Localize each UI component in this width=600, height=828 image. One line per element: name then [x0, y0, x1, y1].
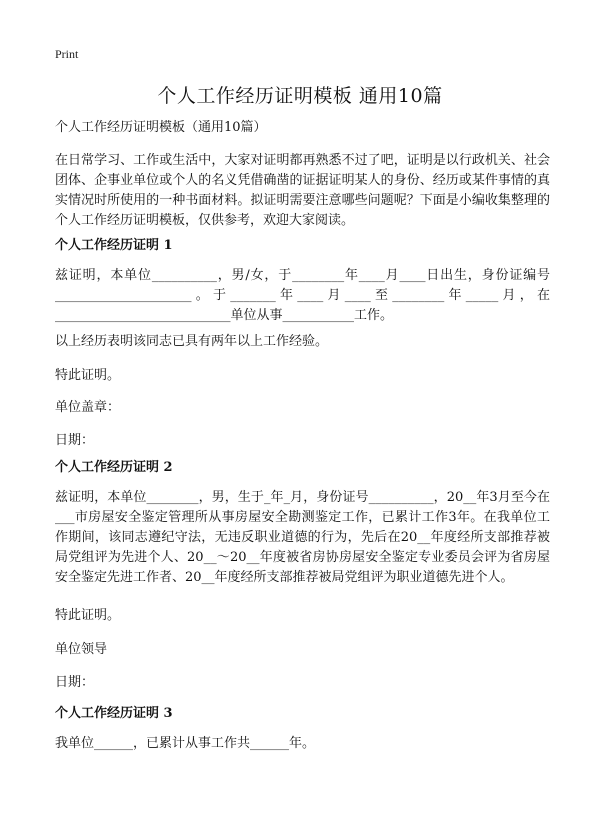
section-3-body: 我单位______，已累计从事工作共______年。 [55, 736, 316, 751]
document-title: 个人工作经历证明模板 通用10篇 [157, 85, 443, 107]
section-3-heading: 个人工作经历证明 3 [55, 706, 173, 721]
section-2-closing: 特此证明。 [55, 608, 121, 623]
section-1-body: 兹证明，本单位__________，男/女，于________年____月____日出生，身份证编号_____________________。于_______年____月____至________年_____月，在___________________________单位从事___________工作。 [55, 268, 550, 323]
section-2-leader-line: 单位领导 [55, 642, 108, 657]
section-1-experience-note: 以上经历表明该同志已具有两年以上工作经验。 [55, 334, 329, 349]
section-1-seal-line: 单位盖章： [55, 400, 121, 415]
section-2-date-line: 日期： [55, 675, 95, 690]
section-1-closing: 特此证明。 [55, 368, 121, 383]
intro-paragraph: 在日常学习、工作或生活中，大家对证明都再熟悉不过了吧，证明是以行政机关、社会团体、企事业单位或个人的名义凭借确凿的证据证明某人的身份、经历或某件事情的真实情况时所使用的一种书面材料。拟证明需要注意哪些问题呢？下面是小编收集整理的个人工作经历证明模板，仅供参考，欢迎大家阅读。 [55, 153, 550, 228]
section-1-date-line: 日期： [55, 433, 95, 448]
document-subtitle: 个人工作经历证明模板（通用10篇） [55, 120, 267, 135]
print-label: Print [55, 47, 79, 61]
section-1-heading: 个人工作经历证明 1 [55, 238, 173, 253]
section-2-body: 兹证明，本单位________，男，生于_年_月，身份证号__________，20__年3月至今在___市房屋安全鉴定管理所从事房屋安全勘测鉴定工作，已累计工作3年。在我单位工作期间，该同志遵纪守法，无违反职业道德的行为，先后在20__年度经所支部推荐被局党组评为先进个人、20__～20__年度被省房协房屋安全鉴定专业委员会评为省房屋安全鉴定先进工作者、20__年度经所支部推荐被局党组评为职业道德先进个人。 [55, 490, 550, 585]
section-2-heading: 个人工作经历证明 2 [55, 460, 173, 475]
